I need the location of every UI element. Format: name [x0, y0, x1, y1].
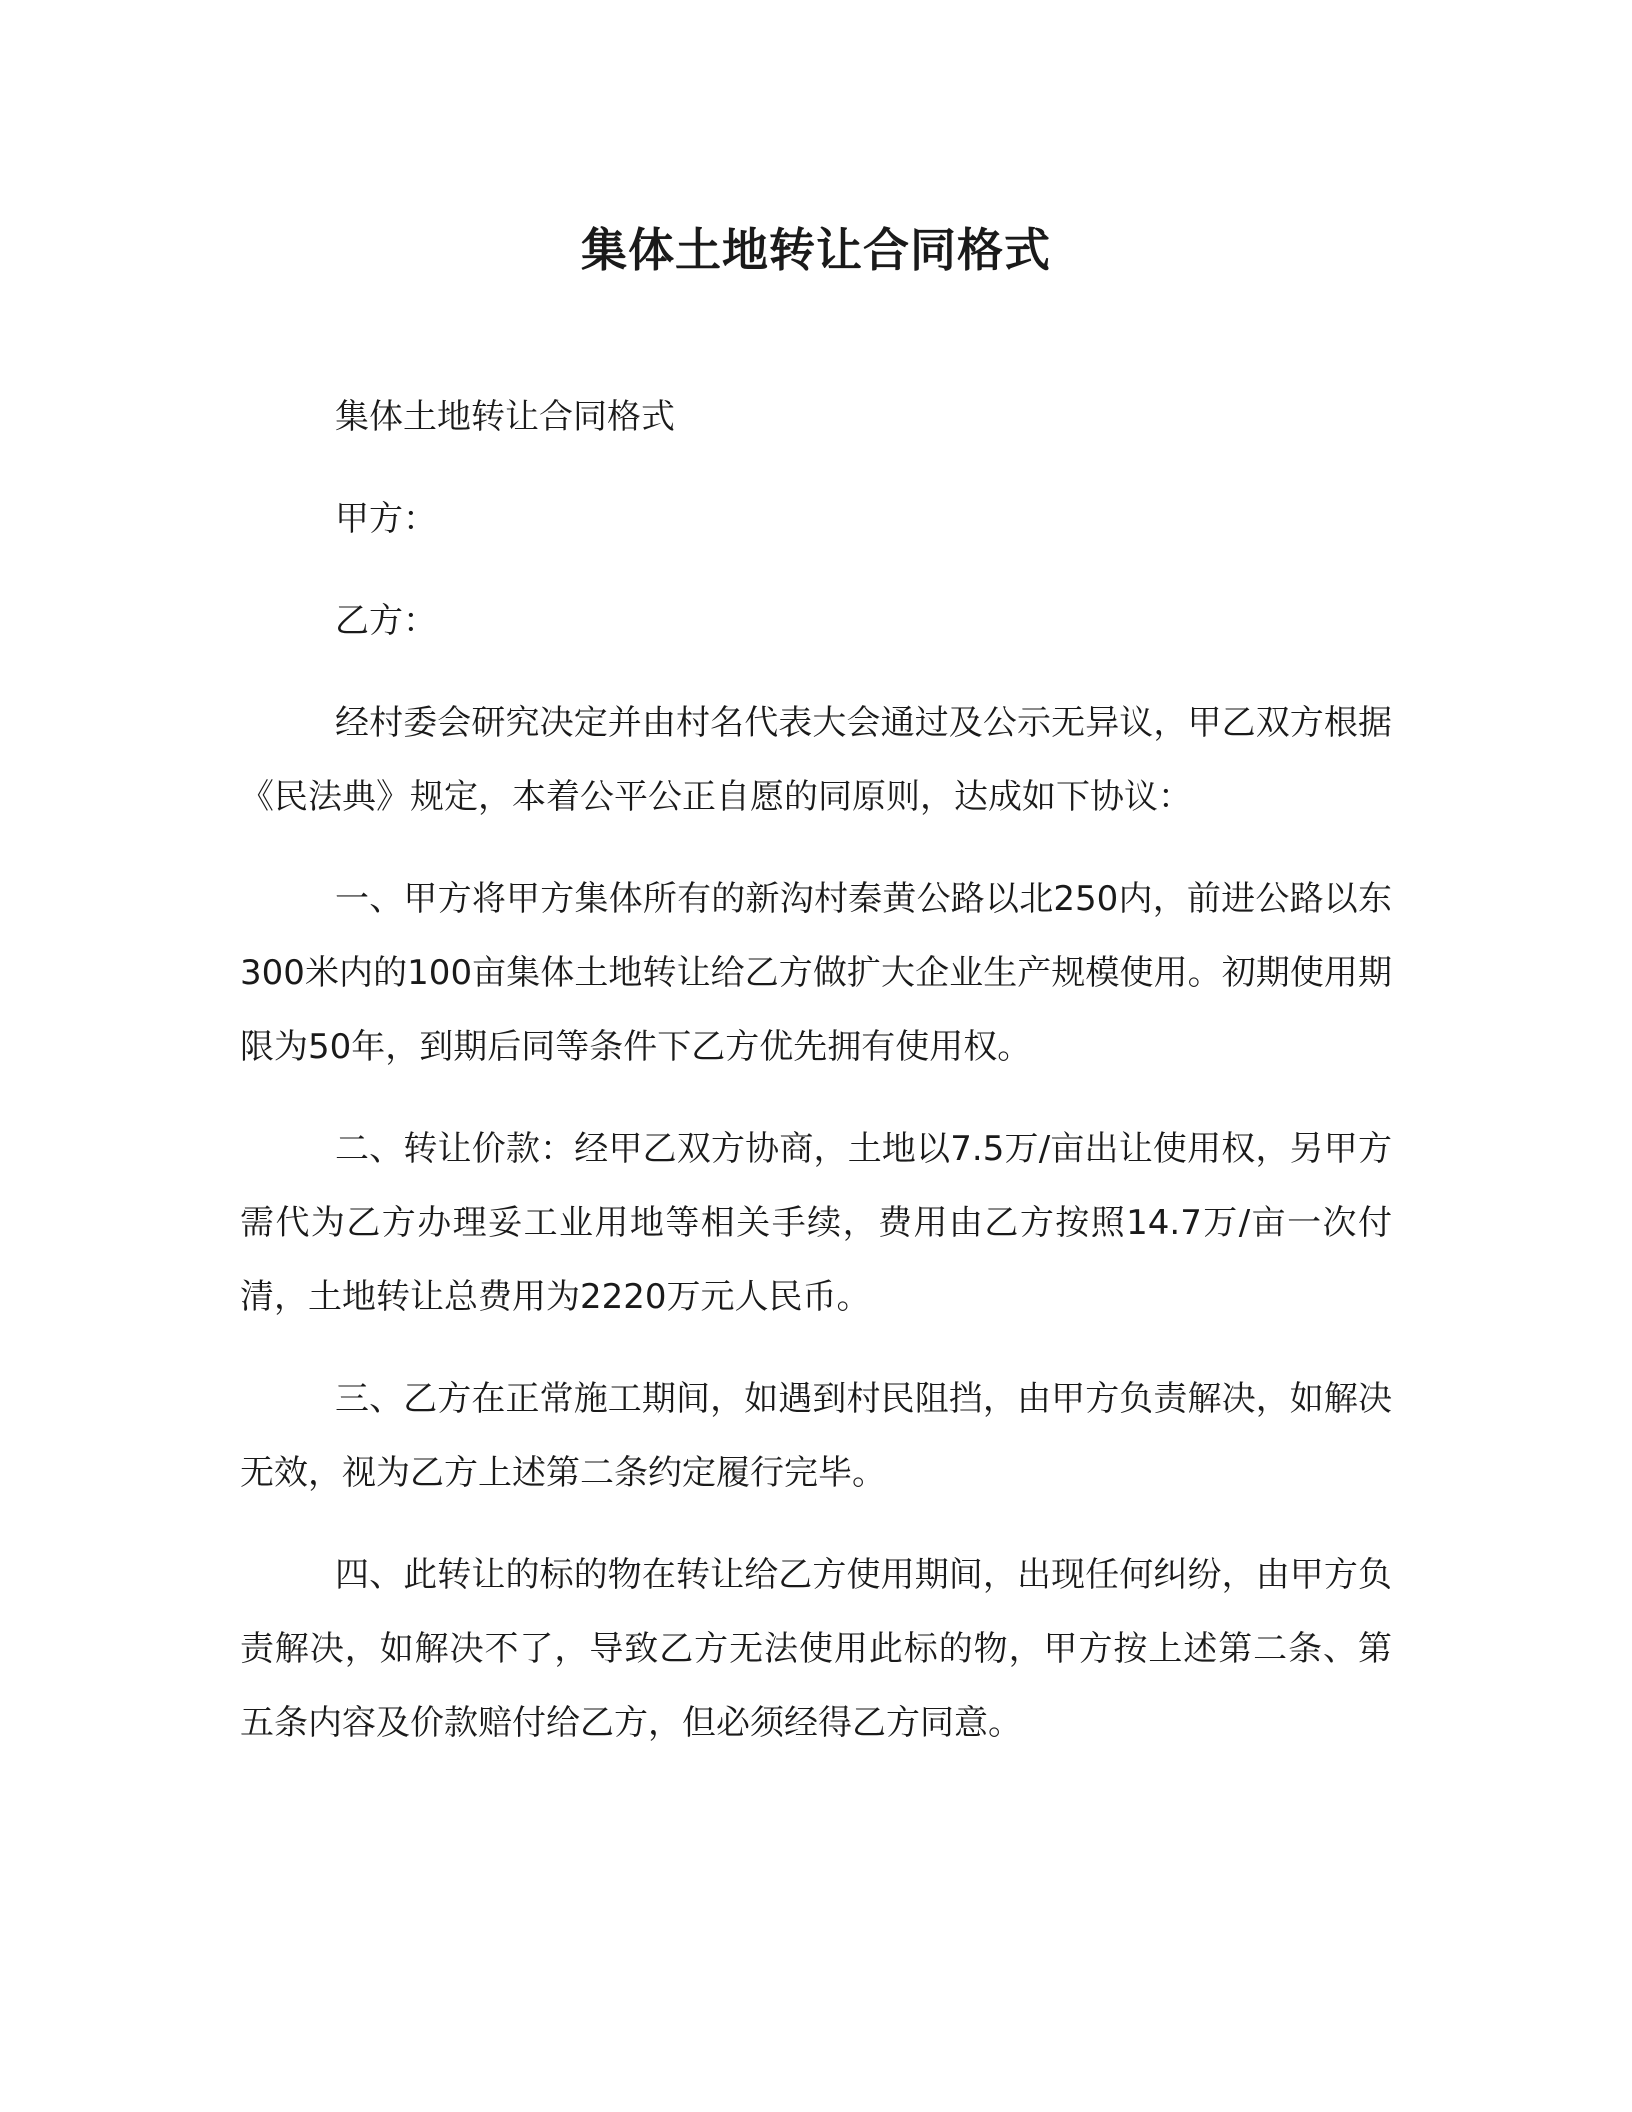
clause-3: 三、乙方在正常施工期间，如遇到村民阻挡，由甲方负责解决，如解决无效，视为乙方上述第二条约定履行完毕。 — [240, 1379, 1392, 1493]
body-heading: 集体土地转让合同格式 — [335, 397, 675, 437]
document-body — [240, 380, 1392, 1788]
party-a-line: 甲方： — [335, 499, 437, 539]
clause-1: 一、甲方将甲方集体所有的新沟村秦黄公路以北250内，前进公路以东300米内的100亩集体土地转让给乙方做扩大企业生产规模使用。初期使用期限为50年，到期后同等条件下乙方优先拥有使用权。 — [240, 879, 1392, 1067]
party-b-line: 乙方： — [335, 601, 437, 641]
preamble-paragraph: 经村委会研究决定并由村名代表大会通过及公示无异议，甲乙双方根据《民法典》规定，本着公平公正自愿的同原则，达成如下协议： — [240, 703, 1392, 817]
document-title: 集体土地转让合同格式 — [581, 223, 1051, 277]
clause-4: 四、此转让的标的物在转让给乙方使用期间，出现任何纠纷，由甲方负责解决，如解决不了，导致乙方无法使用此标的物，甲方按上述第二条、第五条内容及价款赔付给乙方，但必须经得乙方同意。 — [240, 1555, 1392, 1743]
clause-2: 二、转让价款：经甲乙双方协商，土地以7.5万/亩出让使用权，另甲方需代为乙方办理妥工业用地等相关手续，费用由乙方按照14.7万/亩一次付清，土地转让总费用为2220万元人民币。 — [240, 1129, 1392, 1317]
